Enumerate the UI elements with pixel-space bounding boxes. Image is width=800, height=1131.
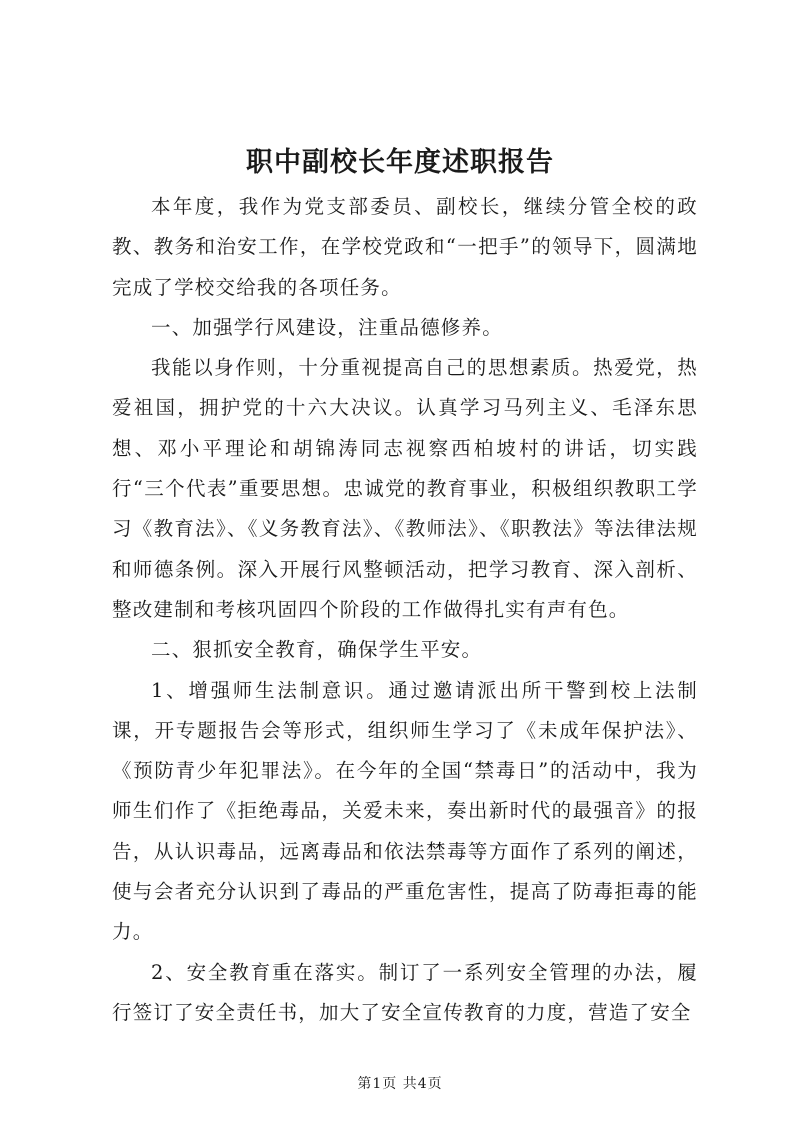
paragraph-intro: 本年度，我作为党支部委员、副校长，继续分管全校的政教、教务和治安工作，在学校党政和“一把手”的领导下，圆满地完成了学校交给我的各项任务。 — [112, 195, 698, 299]
document-body — [112, 187, 698, 1033]
page-number-footer: 第1页 共4页 — [357, 1076, 443, 1092]
section-heading-2: 二、狠抓安全教育，确保学生平安。 — [151, 638, 483, 662]
document-title: 职中副校长年度述职报告 — [246, 147, 554, 178]
paragraph-item-2: 2、安全教育重在落实。制订了一系列安全管理的办法，履行签订了安全责任书，加大了安全宣传教育的力度，营造了安全 — [112, 960, 698, 1024]
paragraph-section-1: 我能以身作则，十分重视提高自己的思想素质。热爱党，热爱祖国，拥护党的十六大决议。认真学习马列主义、毛泽东思想、邓小平理论和胡锦涛同志视察西柏坡村的讲话，切实践行“三个代表”重要思想。忠诚党的教育事业，积极组织教职工学习《教育法》、《义务教育法》、《教师法》、《职教法》等法律法规和师德条例。深入开展行风整顿活动，把学习教育、深入剖析、整改建制和考核巩固四个阶段的工作做得扎实有声有色。 — [112, 356, 698, 621]
section-heading-1: 一、加强学行风建设，注重品德修养。 — [151, 315, 503, 339]
paragraph-item-1: 1、增强师生法制意识。通过邀请派出所干警到校上法制课，开专题报告会等形式，组织师生学习了《未成年保护法》、《预防青少年犯罪法》。在今年的全国“禁毒日”的活动中，我为师生们作了《拒绝毒品，关爱未来，奏出新时代的最强音》的报告，从认识毒品，远离毒品和依法禁毒等方面作了系列的阐述，使与会者充分认识到了毒品的严重危害性，提高了防毒拒毒的能力。 — [112, 678, 698, 944]
